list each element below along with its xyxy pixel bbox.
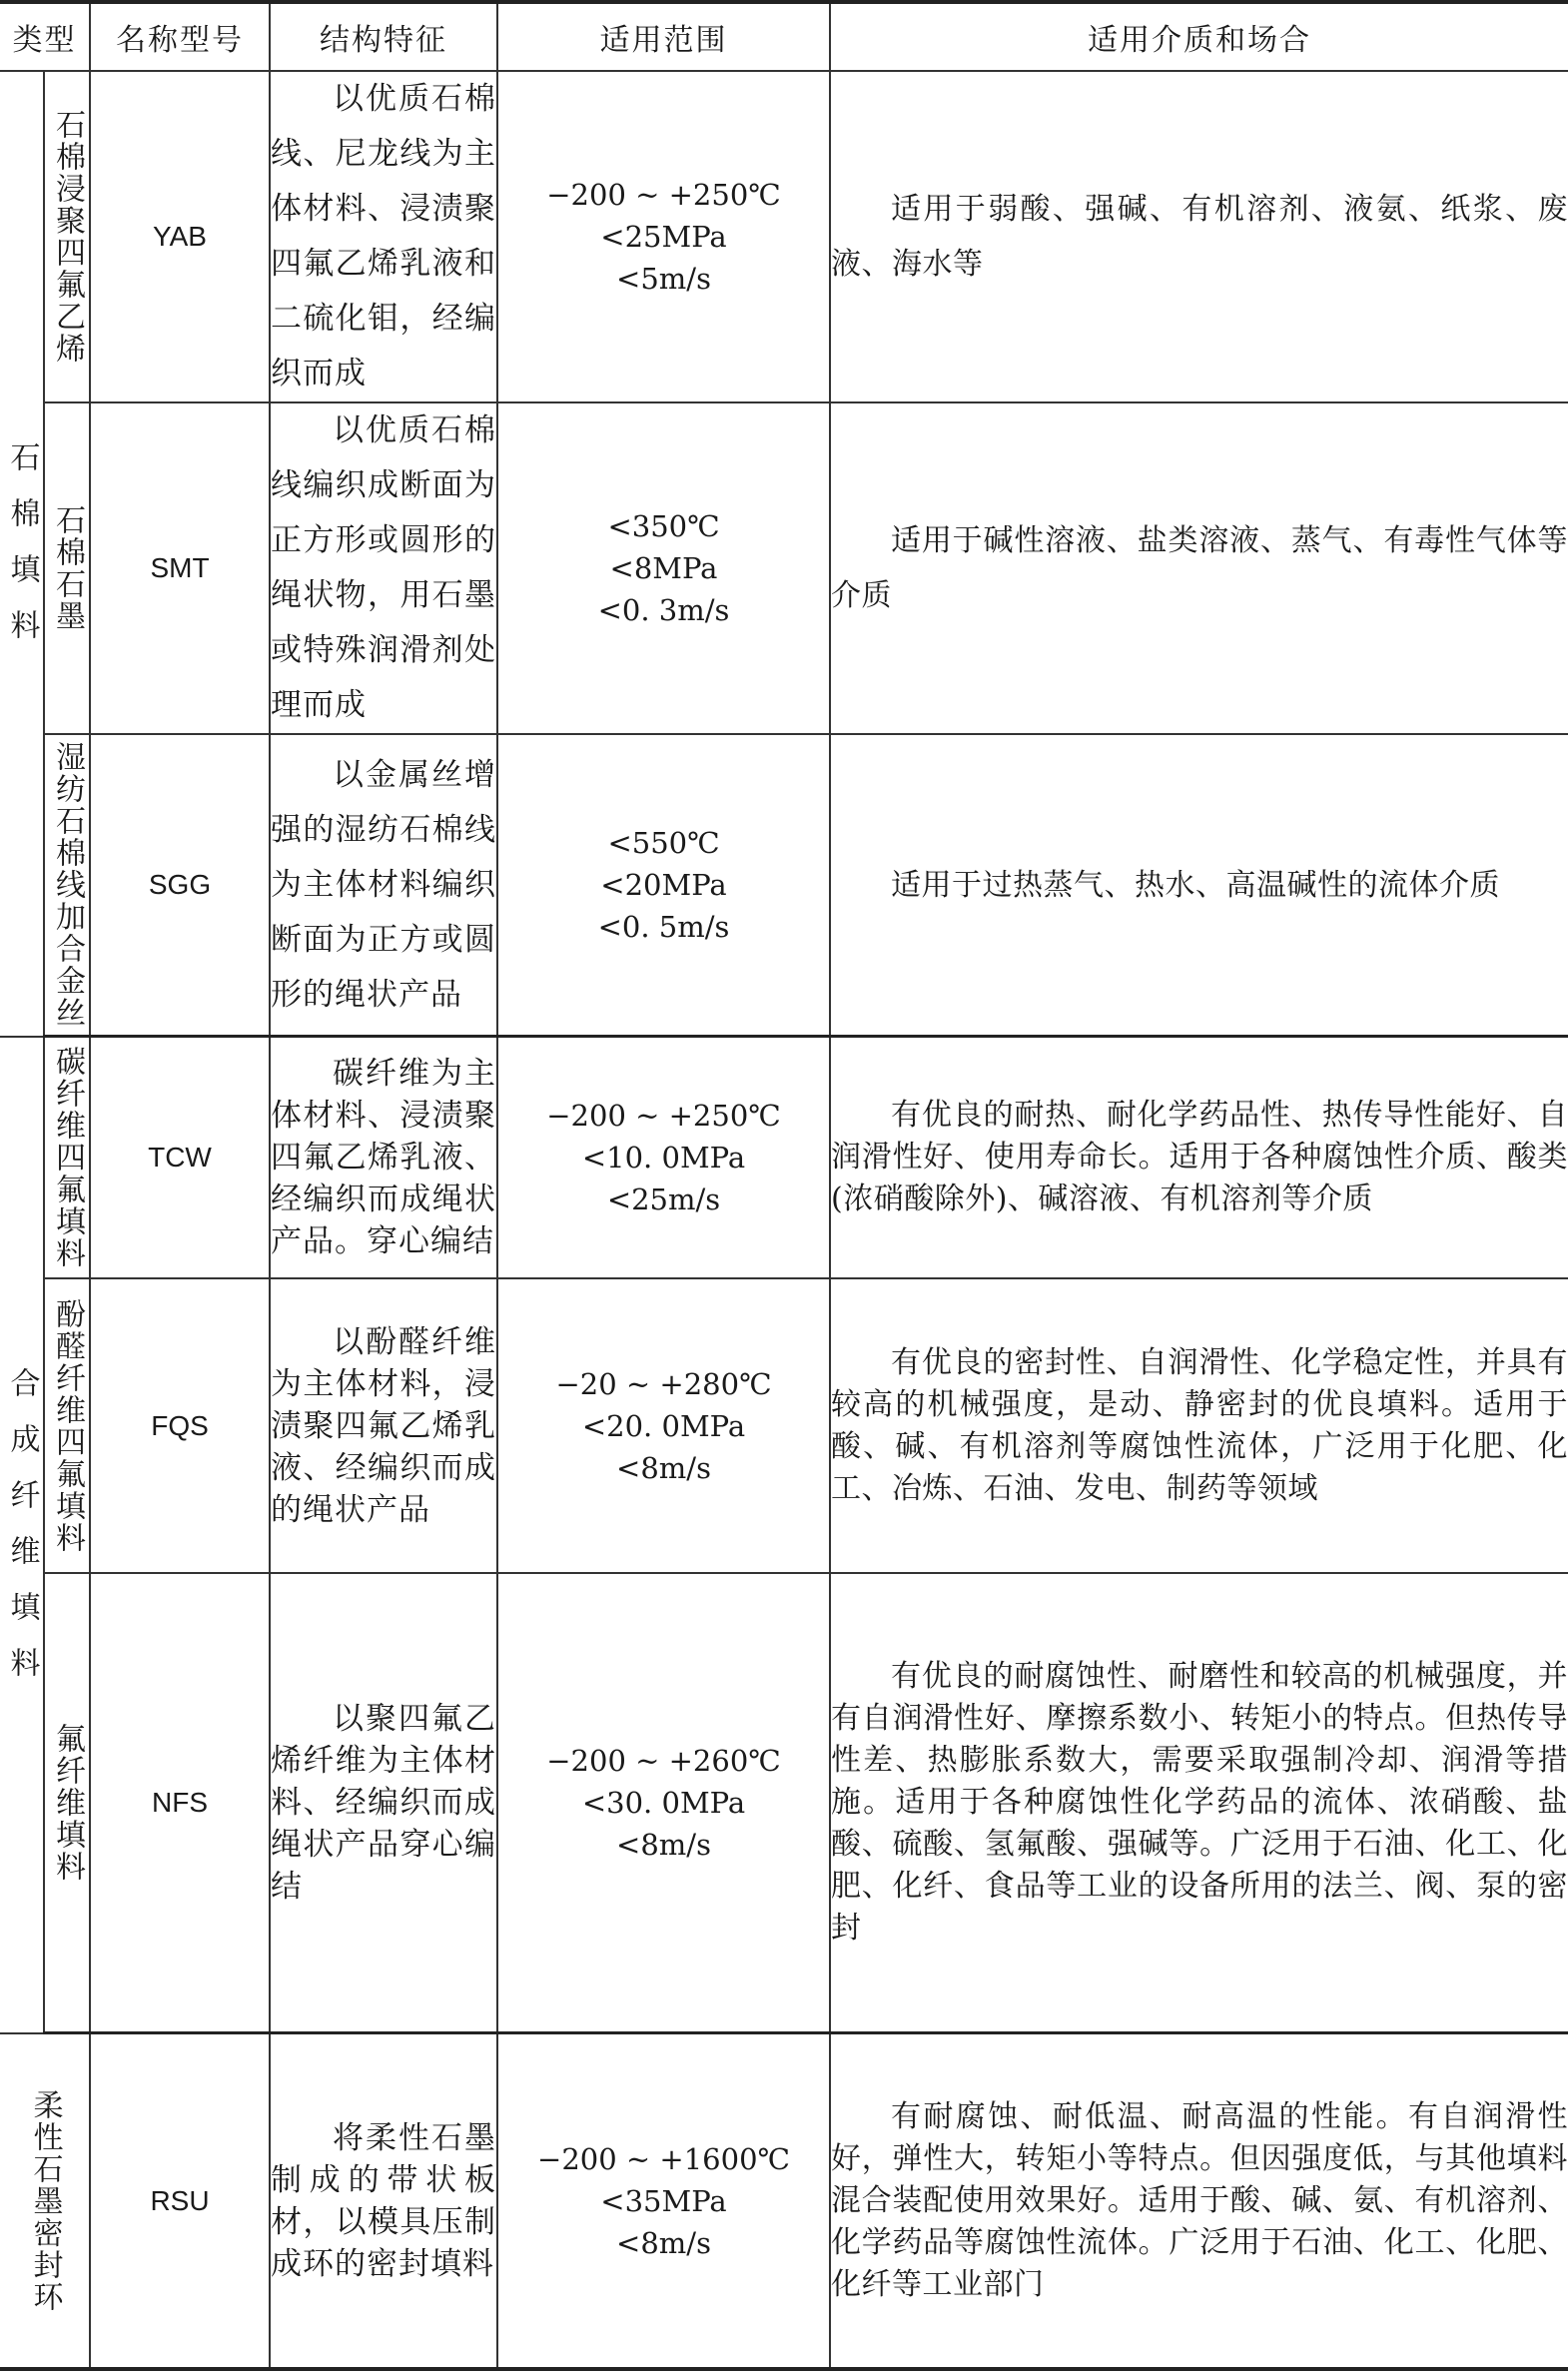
range-cell bbox=[497, 402, 830, 734]
range-pressure: <35MPa bbox=[600, 2183, 727, 2218]
subtype-label: 石棉石墨 bbox=[50, 504, 85, 632]
range-speed: <5m/s bbox=[616, 262, 711, 296]
range-pressure: <30. 0MPa bbox=[581, 1786, 746, 1820]
subtype-label: 氟纤维填料 bbox=[50, 1723, 85, 1883]
subtype-cell bbox=[44, 1573, 90, 2033]
usage-cell: 有优良的密封性、自润滑性、化学稳定性，并具有较高的机械强度，是动、静密封的优良填料。适用于酸、碱、有机溶剂等腐蚀性流体，广泛用于化肥、化工、冶炼、石油、发电、制药等领域 bbox=[830, 1278, 1568, 1573]
range-speed: <0. 3m/s bbox=[597, 593, 730, 627]
table-row bbox=[0, 1037, 1568, 1279]
subtype-cell bbox=[44, 1037, 90, 1279]
subtype-cell bbox=[44, 71, 90, 402]
table-row bbox=[0, 2033, 1568, 2370]
range-temp: <350℃ bbox=[607, 509, 720, 543]
range-cell bbox=[497, 71, 830, 402]
category-label: 柔性石墨密封环 bbox=[27, 2088, 63, 2313]
category-asbestos bbox=[0, 71, 44, 1037]
structure-cell: 以酚醛纤维为主体材料，浸渍聚四氟乙烯乳液、经编织而成的绳状产品 bbox=[270, 1278, 497, 1573]
subtype-label: 酚醛纤维四氟填料 bbox=[50, 1297, 85, 1554]
structure-cell: 以聚四氟乙烯纤维为主体材料、经编织而成绳状产品穿心编结 bbox=[270, 1573, 497, 2033]
model-cell: SGG bbox=[90, 734, 270, 1037]
model-cell: SMT bbox=[90, 402, 270, 734]
subtype-label: 湿纺石棉线加合金丝 bbox=[50, 741, 85, 1029]
table-row bbox=[0, 734, 1568, 1037]
category-graphite-ring bbox=[0, 2033, 90, 2370]
header-type: 类型 bbox=[0, 2, 90, 71]
range-cell bbox=[497, 1037, 830, 1279]
category-label: 合成纤维填料 bbox=[4, 1366, 40, 1703]
structure-cell: 以优质石棉线、尼龙线为主体材料、浸渍聚四氟乙烯乳液和二硫化钼，经编织而成 bbox=[270, 71, 497, 402]
model-cell: TCW bbox=[90, 1037, 270, 1279]
range-pressure: <10. 0MPa bbox=[581, 1141, 746, 1175]
range-cell bbox=[497, 1573, 830, 2033]
table-row bbox=[0, 71, 1568, 402]
range-speed: <8m/s bbox=[616, 1828, 711, 1862]
model-cell: YAB bbox=[90, 71, 270, 402]
range-speed: <8m/s bbox=[616, 2225, 711, 2260]
header-usage: 适用介质和场合 bbox=[830, 2, 1568, 71]
table-row bbox=[0, 1278, 1568, 1573]
usage-cell: 适用于碱性溶液、盐类溶液、蒸气、有毒性气体等介质 bbox=[830, 402, 1568, 734]
structure-cell: 以优质石棉线编织成断面为正方形或圆形的绳状物，用石墨或特殊润滑剂处理而成 bbox=[270, 402, 497, 734]
subtype-label: 碳纤维四氟填料 bbox=[50, 1046, 85, 1269]
range-temp: −200 ~ +1600℃ bbox=[537, 2141, 790, 2176]
table-row bbox=[0, 402, 1568, 734]
range-pressure: <20MPa bbox=[600, 868, 727, 902]
range-pressure: <20. 0MPa bbox=[581, 1408, 746, 1443]
subtype-label: 石棉浸聚四氟乙烯 bbox=[50, 109, 85, 365]
subtype-cell bbox=[44, 734, 90, 1037]
table-row bbox=[0, 1573, 1568, 2033]
usage-cell: 适用于弱酸、强碱、有机溶剂、液氨、纸浆、废液、海水等 bbox=[830, 71, 1568, 402]
range-speed: <0. 5m/s bbox=[597, 910, 730, 944]
range-temp: <550℃ bbox=[607, 826, 720, 860]
usage-cell: 有耐腐蚀、耐低温、耐高温的性能。有自润滑性好，弹性大，转矩小等特点。但因强度低，与其他填料混合装配使用效果好。适用于酸、碱、氨、有机溶剂、化学药品等腐蚀性流体。广泛用于石油、化工、化肥、化纤等工业部门 bbox=[830, 2033, 1568, 2370]
range-pressure: <25MPa bbox=[600, 220, 727, 254]
range-cell bbox=[497, 2033, 830, 2370]
category-label: 石棉填料 bbox=[4, 441, 40, 666]
range-cell bbox=[497, 1278, 830, 1573]
range-temp: −200 ~ +250℃ bbox=[546, 1099, 781, 1133]
range-temp: −200 ~ +260℃ bbox=[546, 1744, 781, 1778]
header-range: 适用范围 bbox=[497, 2, 830, 71]
range-speed: <8m/s bbox=[616, 1450, 711, 1485]
header-model: 名称型号 bbox=[90, 2, 270, 71]
subtype-cell bbox=[44, 1278, 90, 1573]
range-pressure: <8MPa bbox=[609, 551, 718, 585]
model-cell: RSU bbox=[90, 2033, 270, 2370]
usage-cell: 有优良的耐热、耐化学药品性、热传导性能好、自润滑性好、使用寿命长。适用于各种腐蚀性介质、酸类(浓硝酸除外)、碱溶液、有机溶剂等介质 bbox=[830, 1037, 1568, 1279]
range-temp: −20 ~ +280℃ bbox=[555, 1366, 772, 1401]
usage-cell: 适用于过热蒸气、热水、高温碱性的流体介质 bbox=[830, 734, 1568, 1037]
header-structure: 结构特征 bbox=[270, 2, 497, 71]
range-temp: −200 ~ +250℃ bbox=[546, 178, 781, 212]
usage-cell: 有优良的耐腐蚀性、耐磨性和较高的机械强度，并有自润滑性好、摩擦系数小、转矩小的特点。但热传导性差、热膨胀系数大，需要采取强制冷却、润滑等措施。适用于各种腐蚀性化学药品的流体、浓硝酸、盐酸、硫酸、氢氟酸、强碱等。广泛用于石油、化工、化肥、化纤、食品等工业的设备所用的法兰、阀、泵的密封 bbox=[830, 1573, 1568, 2033]
header-row bbox=[0, 2, 1568, 71]
structure-cell: 以金属丝增强的湿纺石棉线为主体材料编织断面为正方或圆形的绳状产品 bbox=[270, 734, 497, 1037]
structure-cell: 将柔性石墨制成的带状板材，以模具压制成环的密封填料 bbox=[270, 2033, 497, 2370]
range-cell bbox=[497, 734, 830, 1037]
model-cell: FQS bbox=[90, 1278, 270, 1573]
range-speed: <25m/s bbox=[606, 1183, 721, 1216]
model-cell: NFS bbox=[90, 1573, 270, 2033]
category-synthetic bbox=[0, 1037, 44, 2033]
structure-cell: 碳纤维为主体材料、浸渍聚四氟乙烯乳液、经编织而成绳状产品。穿心编结 bbox=[270, 1037, 497, 1279]
subtype-cell bbox=[44, 402, 90, 734]
